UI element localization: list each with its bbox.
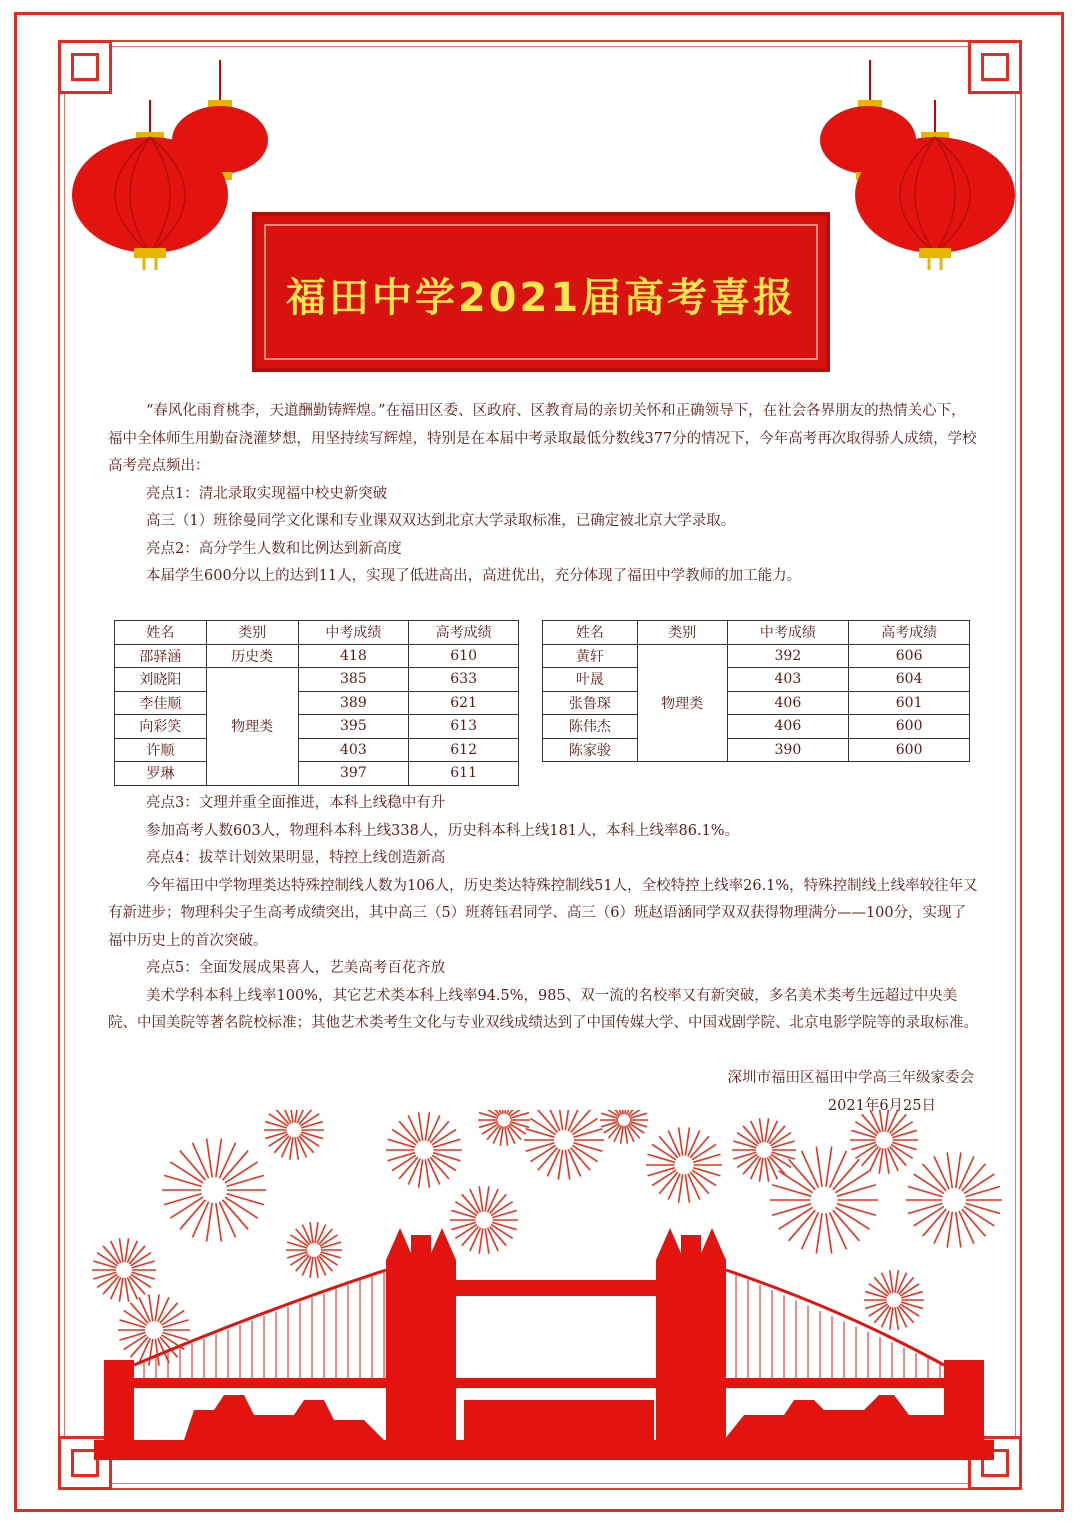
gaokao-score: 611 <box>409 762 519 786</box>
highlight-1-heading: 亮点1：清北录取实现福中校史新突破 <box>146 485 388 502</box>
table-row <box>115 715 519 739</box>
intro-section <box>108 398 980 591</box>
table-row <box>543 715 970 739</box>
table-row <box>543 668 970 692</box>
header-zhongkao: 中考成绩 <box>727 621 849 645</box>
student-name: 陈家骏 <box>543 738 638 762</box>
highlight-1-text: 高三（1）班徐曼同学文化课和专业课双双达到北京大学录取标准，已确定被北京大学录取。 <box>146 513 736 529</box>
student-name: 刘晓阳 <box>115 668 207 692</box>
zhongkao-score: 418 <box>298 644 409 668</box>
table-header-row <box>115 621 519 645</box>
title-banner <box>252 212 830 372</box>
gaokao-score: 613 <box>409 715 519 739</box>
zhongkao-score: 392 <box>727 644 849 668</box>
header-name: 姓名 <box>543 621 638 645</box>
table-row <box>115 762 519 786</box>
zhongkao-score: 403 <box>727 668 849 692</box>
highlight-2-heading: 亮点2：高分学生人数和比例达到新高度 <box>146 540 402 557</box>
student-name: 张鲁琛 <box>543 691 638 715</box>
right-score-table <box>542 620 970 785</box>
highlight-2-text: 本届学生600分以上的达到11人，实现了低进高出，高进优出，充分体现了福田中学教师的加工能力。 <box>146 568 802 584</box>
header-name: 姓名 <box>115 621 207 645</box>
table-row <box>115 691 519 715</box>
header-category: 类别 <box>206 621 298 645</box>
student-name: 邵驿涵 <box>115 644 207 668</box>
zhongkao-score: 403 <box>298 738 409 762</box>
highlight-4-heading: 亮点4：拔萃计划效果明显，特控上线创造新高 <box>146 850 446 866</box>
table-row-empty <box>543 762 970 785</box>
highlight-4-text: 今年福田中学物理类达特殊控制线人数为106人，历史类达特殊控制线51人，全校特控上线率26.1%，特殊控制线上线率较往年又有新进步；物理科尖子生高考成绩突出，其中高三（5）班蒋钰君同学、高三（6）班赵语涵同学双双获得物理满分——100分，实现了福中历史上的首次突破。 <box>108 877 978 949</box>
gaokao-score: 621 <box>409 691 519 715</box>
student-name: 许顺 <box>115 738 207 762</box>
date: 2021年6月25日 <box>827 1098 936 1114</box>
gaokao-score: 612 <box>409 738 519 762</box>
table-row <box>543 691 970 715</box>
student-category: 物理类 <box>637 644 727 762</box>
intro-paragraph: “春风化雨育桃李，天道酬勤铸辉煌。”在福田区委、区政府、区教育局的亲切关怀和正确领导下，在社会各界朋友的热情关心下，福中全体师生用勤奋浇灌梦想，用坚持续写辉煌，特别是在本届中考录取最低分数线377分的情况下，今年高考再次取得骄人成绩，学校高考亮点频出： <box>108 403 977 474</box>
student-category: 物理类 <box>206 668 298 786</box>
fireworks-bridge-decoration-icon <box>64 1110 1016 1484</box>
highlight-3-heading: 亮点3：文理并重全面推进，本科上线稳中有升 <box>146 795 446 811</box>
zhongkao-score: 406 <box>727 691 849 715</box>
gaokao-score: 600 <box>849 715 970 739</box>
gaokao-score: 600 <box>849 738 970 762</box>
table-header-row <box>543 621 970 645</box>
lantern-left-icon <box>70 60 270 270</box>
gaokao-score: 606 <box>849 644 970 668</box>
highlight-5-heading: 亮点5：全面发展成果喜人，艺美高考百花齐放 <box>146 960 446 976</box>
signature: 深圳市福田区福田中学高三年级家委会 <box>727 1070 974 1086</box>
table-row <box>115 668 519 692</box>
highlight-5-text: 美术学科本科上线率100%，其它艺术类本科上线率94.5%，985、双一流的名校率又有新突破，多名美术类考生远超过中央美院、中国美院等著名院校标准；其他艺术类考生文化与专业双线成绩达到了中国传媒大学、中国戏剧学院、北京电影学院等的录取标准。 <box>108 987 978 1031</box>
lantern-right-icon <box>820 60 1020 270</box>
left-score-table <box>114 620 519 786</box>
zhongkao-score: 390 <box>727 738 849 762</box>
student-name: 罗琳 <box>115 762 207 786</box>
table-row <box>115 644 519 668</box>
header-gaokao: 高考成绩 <box>409 621 519 645</box>
student-name: 陈伟杰 <box>543 715 638 739</box>
header-gaokao: 高考成绩 <box>849 621 970 645</box>
table-row <box>543 738 970 762</box>
gaokao-score: 610 <box>409 644 519 668</box>
zhongkao-score: 395 <box>298 715 409 739</box>
student-name: 叶晟 <box>543 668 638 692</box>
zhongkao-score: 389 <box>298 691 409 715</box>
page-title: 福田中学2021届高考喜报 <box>285 275 797 321</box>
student-category: 历史类 <box>206 644 298 668</box>
student-name: 向彩笑 <box>115 715 207 739</box>
gaokao-score: 601 <box>849 691 970 715</box>
student-name: 黄轩 <box>543 644 638 668</box>
zhongkao-score: 385 <box>298 668 409 692</box>
header-zhongkao: 中考成绩 <box>298 621 409 645</box>
table-row <box>115 738 519 762</box>
student-name: 李佳顺 <box>115 691 207 715</box>
highlight-3-text: 参加高考人数603人，物理科本科上线338人，历史科本科上线181人，本科上线率86.1%。 <box>146 822 740 839</box>
zhongkao-score: 406 <box>727 715 849 739</box>
gaokao-score: 633 <box>409 668 519 692</box>
header-category: 类别 <box>637 621 727 645</box>
table-row <box>543 644 970 668</box>
highlights-section <box>108 790 980 1038</box>
zhongkao-score: 397 <box>298 762 409 786</box>
gaokao-score: 604 <box>849 668 970 692</box>
